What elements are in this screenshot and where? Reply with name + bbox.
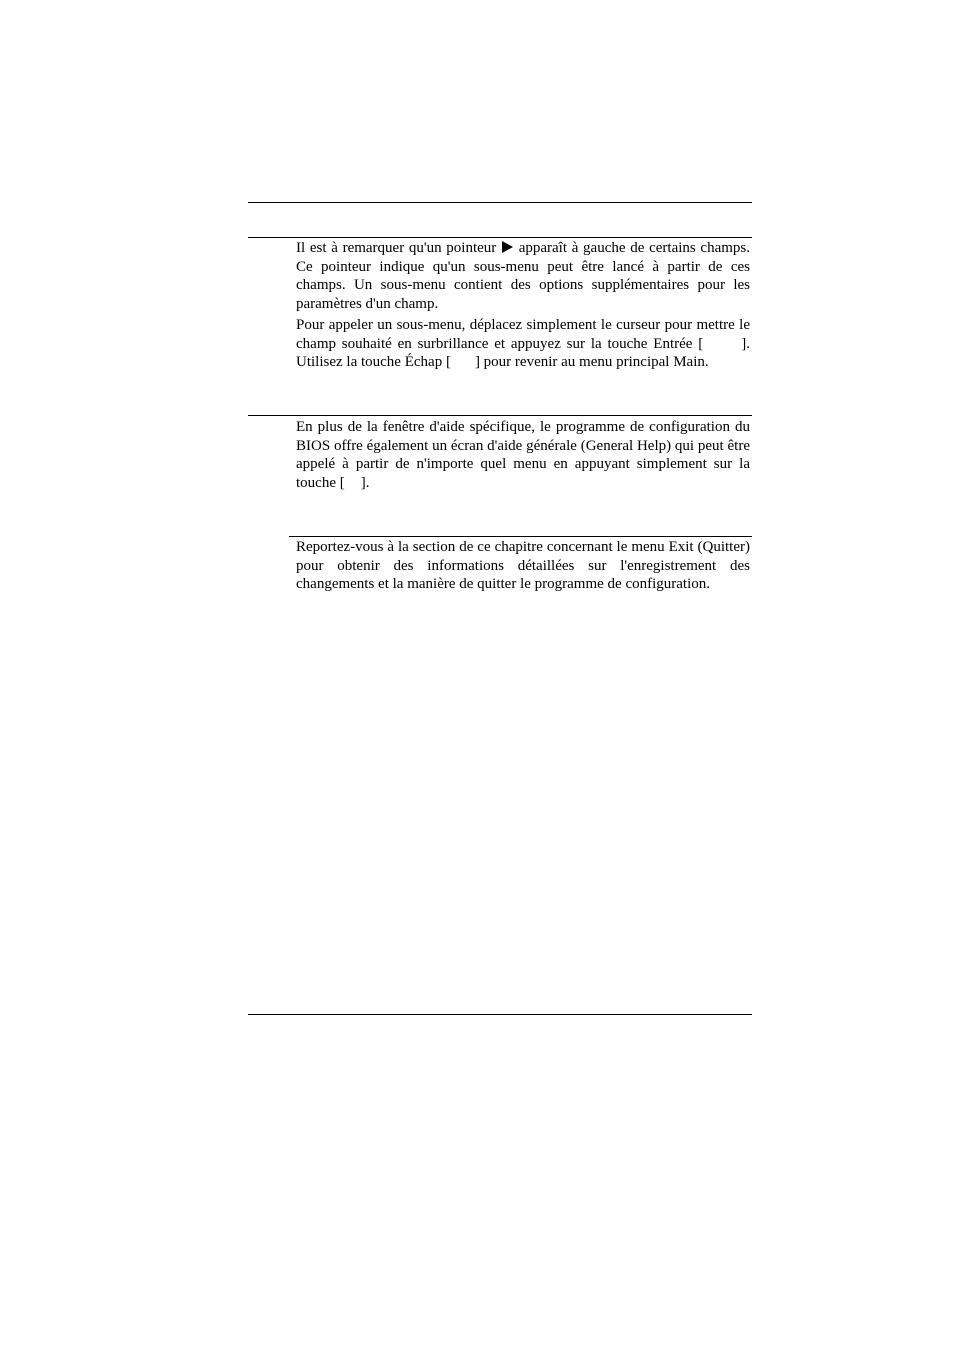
pointer-triangle-icon <box>502 241 513 253</box>
paragraph-general-help: En plus de la fenêtre d'aide spécifique, le programme de configuration du BIOS offre également un écran d'aide générale (General Help) qui peut être appelé à partir de n'importe quel menu en appuyant simplement sur la touche [ ]. <box>296 419 750 491</box>
section-rule-general-help <box>248 415 752 416</box>
paragraph-submenu-navigation: Pour appeler un sous-menu, déplacez simplement le curseur pour mettre le champ souhaité en surbrillance et appuyez sur la touche Entrée [ ]. Utilisez la touche Échap [ ] pour revenir au menu principal Main. <box>296 317 750 371</box>
header-rule <box>248 202 752 203</box>
section-rule-exit <box>289 536 752 537</box>
footer-rule <box>248 1014 752 1015</box>
paragraph-submenu-pointer: Il est à remarquer qu'un pointeur apparaît à gauche de certains champs. Ce pointeur indique qu'un sous-menu peut être lancé à partir de ces champs. Un sous-menu contient des options supplémentaires pour les paramètres d'un champ. <box>296 240 750 312</box>
paragraph-exit: Reportez-vous à la section de ce chapitre concernant le menu Exit (Quitter) pour obtenir des informations détaillées sur l'enregistrement des changements et la manière de quitter le programme de configuration. <box>296 539 750 593</box>
section-rule-submenu <box>248 237 752 238</box>
